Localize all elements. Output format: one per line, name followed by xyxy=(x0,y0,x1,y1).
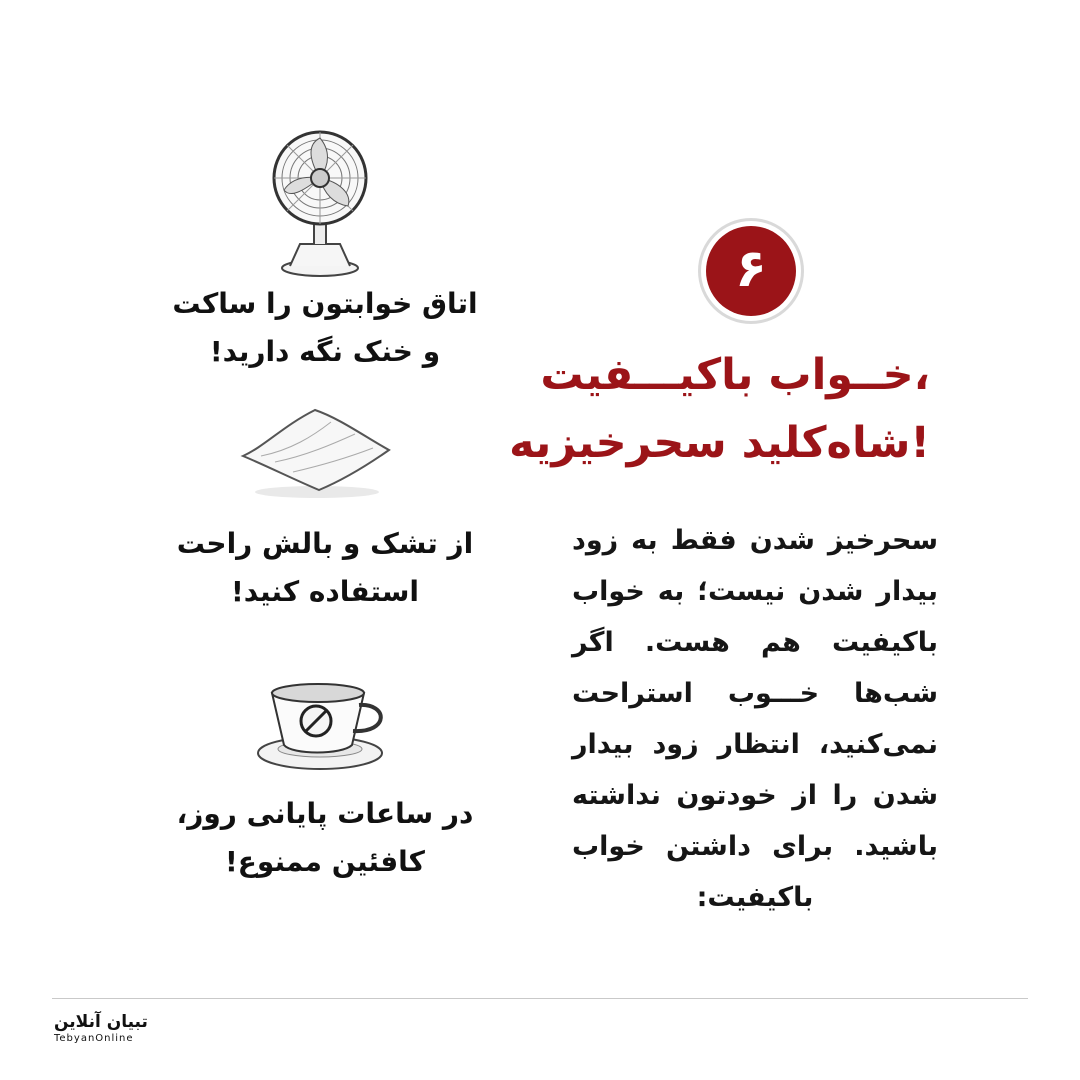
tip-caption-comfortable-bedding xyxy=(160,520,490,616)
headline-line-2: شاه‌کلید سحرخیزیه! xyxy=(509,418,930,468)
tip-caption-line: از تشک و بالش راحت xyxy=(176,527,474,560)
pillow-icon xyxy=(235,400,395,500)
logo-persian-text: تبیان آنلاین xyxy=(54,1012,148,1032)
tip-caption-line: و خنک نگه دارید! xyxy=(209,335,441,368)
tip-caption-no-caffeine xyxy=(160,790,490,886)
footer-divider xyxy=(52,998,1028,999)
logo-english-text: TebyanOnline xyxy=(54,1033,134,1044)
tip-caption-line: اتاق خوابتون را ساکت xyxy=(172,287,478,320)
step-number-badge xyxy=(706,226,796,316)
step-number: ۶ xyxy=(735,239,767,299)
tip-caption-quiet-cool-room xyxy=(160,280,490,376)
tebyan-online-logo xyxy=(54,1012,174,1062)
coffee-cup-icon xyxy=(248,675,393,775)
tip-caption-line: کافئین ممنوع! xyxy=(225,845,425,878)
headline-line-1: خــواب باکیـــفیت، xyxy=(540,350,930,400)
body-paragraph: سحرخیز شدن فقط به زود بیدار شدن نیست؛ به خواب باکیفیت هم هست. اگر شب‌ها خـــوب استراحت نمی‌کنید، انتظار زود بیدار شدن را از خودتون نداشته باشید. برای داشتن خواب باکیفیت: xyxy=(572,525,938,913)
tip-caption-line: در ساعات پایانی روز، xyxy=(176,797,474,830)
fan-icon xyxy=(260,120,380,280)
tip-caption-line: استفاده کنید! xyxy=(231,575,419,608)
